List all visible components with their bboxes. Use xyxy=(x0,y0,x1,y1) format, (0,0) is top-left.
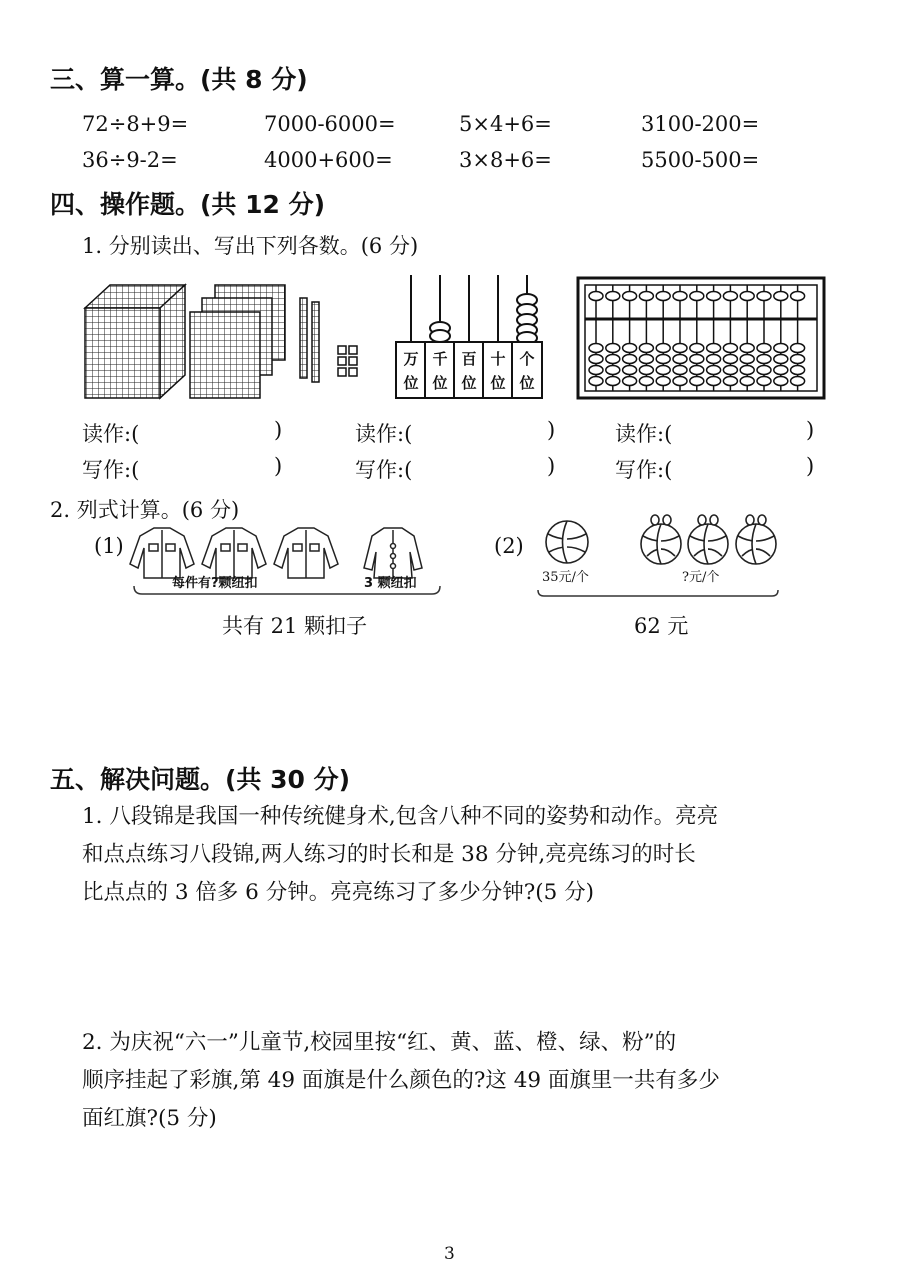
abacus-bead xyxy=(723,292,737,301)
abacus-bead xyxy=(656,366,670,375)
balls-figure xyxy=(536,512,786,602)
abacus-bead xyxy=(740,377,754,386)
svg-text:位: 位 xyxy=(490,374,506,392)
svg-text:位: 位 xyxy=(461,374,477,392)
abacus-bead xyxy=(757,344,771,353)
abacus-bead xyxy=(639,355,653,364)
abacus-bead xyxy=(690,344,704,353)
equation: 4000+600= xyxy=(264,148,393,172)
problem-2-line: 2. 为庆祝“六一”儿童节,校园里按“红、黄、蓝、橙、绿、粉”的 xyxy=(82,1030,677,1055)
abacus-bead xyxy=(774,292,788,301)
close-paren: ) xyxy=(274,454,283,478)
abacus-bead xyxy=(589,366,603,375)
close-paren: ) xyxy=(806,454,815,478)
problem-1-line: 和点点练习八段锦,两人练习的时长和是 38 分钟,亮亮练习的时长 xyxy=(82,842,696,867)
abacus-bead xyxy=(757,355,771,364)
abacus-bead xyxy=(774,355,788,364)
abacus-bead xyxy=(757,366,771,375)
equation: 5500-500= xyxy=(641,148,760,172)
section4-title: 四、操作题。(共 12 分) xyxy=(50,190,326,219)
abacus-bead xyxy=(740,344,754,353)
abacus-bead xyxy=(639,292,653,301)
abacus-bead xyxy=(690,292,704,301)
abacus-bead xyxy=(673,292,687,301)
abacus-bead xyxy=(757,292,771,301)
abacus-bead xyxy=(673,344,687,353)
jacket-label-each: 每件有?颗纽扣 xyxy=(172,576,258,591)
abacus-bead xyxy=(673,355,687,364)
svg-text:百: 百 xyxy=(461,350,477,368)
unit-cubes xyxy=(338,346,357,376)
abacus-bead xyxy=(740,366,754,375)
abacus-bead xyxy=(589,355,603,364)
equation: 7000-6000= xyxy=(264,112,396,136)
abacus-bead xyxy=(707,355,721,364)
abacus-bead xyxy=(623,344,637,353)
abacus-bead xyxy=(673,377,687,386)
write-label: 写作:( xyxy=(82,458,140,482)
abacus-bead xyxy=(740,355,754,364)
svg-text:十: 十 xyxy=(490,350,506,368)
abacus-bead xyxy=(740,292,754,301)
svg-text:位: 位 xyxy=(432,374,448,392)
abacus-figure xyxy=(576,276,826,400)
section5-title: 五、解决问题。(共 30 分) xyxy=(50,765,351,794)
equation: 5×4+6= xyxy=(459,112,552,136)
abacus-bead xyxy=(723,366,737,375)
abacus-bead xyxy=(774,377,788,386)
abacus-bead xyxy=(606,366,620,375)
abacus-bead xyxy=(774,366,788,375)
coat-icon xyxy=(364,528,422,578)
svg-text:万: 万 xyxy=(403,350,419,368)
question-1: 1. 分别读出、写出下列各数。(6 分) xyxy=(82,234,419,258)
abacus-bead xyxy=(623,292,637,301)
part-1-mark: (1) xyxy=(94,534,124,558)
problem-2-line: 面红旗?(5 分) xyxy=(82,1106,217,1131)
abacus-bead xyxy=(757,377,771,386)
read-label: 读作:( xyxy=(82,422,140,446)
volleyball-icon xyxy=(688,515,728,564)
jacket-icon xyxy=(274,528,338,578)
beads xyxy=(430,294,537,344)
abacus-bead xyxy=(639,377,653,386)
abacus-bead xyxy=(589,292,603,301)
close-paren: ) xyxy=(806,418,815,442)
equation: 3100-200= xyxy=(641,112,760,136)
abacus-bead xyxy=(606,377,620,386)
thousand-cube xyxy=(85,285,185,398)
abacus-bead xyxy=(791,344,805,353)
read-label: 读作:( xyxy=(355,422,413,446)
abacus-bead xyxy=(723,355,737,364)
jacket-icon xyxy=(130,528,194,578)
page-number: 3 xyxy=(444,1244,455,1264)
abacus-bead xyxy=(690,355,704,364)
problem-1-line: 比点点的 3 倍多 6 分钟。亮亮练习了多少分钟?(5 分) xyxy=(82,880,595,905)
abacus-bead xyxy=(623,377,637,386)
abacus-bead xyxy=(723,377,737,386)
svg-text:个: 个 xyxy=(519,350,535,368)
part-1-total: 共有 21 颗扣子 xyxy=(222,614,368,638)
abacus-bead xyxy=(707,344,721,353)
basketball-price: 35元/个 xyxy=(542,570,589,585)
abacus-bead xyxy=(707,292,721,301)
abacus-bead xyxy=(791,355,805,364)
abacus-bead xyxy=(623,366,637,375)
base-ten-blocks-figure xyxy=(80,280,370,410)
abacus-bead xyxy=(723,344,737,353)
counting-frame-figure xyxy=(394,270,554,400)
ten-rods xyxy=(300,298,319,382)
abacus-bead xyxy=(623,355,637,364)
abacus-bead xyxy=(791,292,805,301)
problem-2-line: 顺序挂起了彩旗,第 49 面旗是什么颜色的?这 49 面旗里一共有多少 xyxy=(82,1068,720,1093)
abacus-bead xyxy=(606,344,620,353)
abacus-bead xyxy=(589,377,603,386)
equation: 36÷9-2= xyxy=(82,148,178,172)
abacus-bead xyxy=(639,344,653,353)
abacus-bead xyxy=(673,366,687,375)
write-label: 写作:( xyxy=(615,458,673,482)
close-paren: ) xyxy=(547,454,556,478)
abacus-bead xyxy=(589,344,603,353)
hundred-flat xyxy=(190,285,285,398)
read-label: 读作:( xyxy=(615,422,673,446)
coat-label: 3 颗纽扣 xyxy=(364,576,417,591)
abacus-bead xyxy=(606,292,620,301)
abacus-bead xyxy=(791,366,805,375)
abacus-bead xyxy=(707,377,721,386)
svg-text:千: 千 xyxy=(432,350,448,368)
abacus-bead xyxy=(639,366,653,375)
abacus-bead xyxy=(707,366,721,375)
abacus-bead xyxy=(791,377,805,386)
abacus-bead xyxy=(606,355,620,364)
basketball-icon xyxy=(546,521,588,563)
question-2: 2. 列式计算。(6 分) xyxy=(50,498,240,522)
svg-text:位: 位 xyxy=(519,374,535,392)
jacket-icon xyxy=(202,528,266,578)
volleyball-icon xyxy=(641,515,681,564)
part-2-mark: (2) xyxy=(494,534,524,558)
abacus-bead xyxy=(656,292,670,301)
equation: 3×8+6= xyxy=(459,148,552,172)
volleyball-price: ?元/个 xyxy=(682,570,720,585)
volleyball-icon xyxy=(736,515,776,564)
abacus-bead xyxy=(656,377,670,386)
abacus-bead xyxy=(656,355,670,364)
abacus-bead xyxy=(774,344,788,353)
abacus-bead xyxy=(656,344,670,353)
part-2-total: 62 元 xyxy=(634,614,689,638)
close-paren: ) xyxy=(547,418,556,442)
svg-text:位: 位 xyxy=(403,374,419,392)
section3-title: 三、算一算。(共 8 分) xyxy=(50,65,308,94)
write-label: 写作:( xyxy=(355,458,413,482)
abacus-bead xyxy=(690,377,704,386)
abacus-bead xyxy=(690,366,704,375)
problem-1-line: 1. 八段锦是我国一种传统健身术,包含八种不同的姿势和动作。亮亮 xyxy=(82,804,719,829)
equation: 72÷8+9= xyxy=(82,112,189,136)
close-paren: ) xyxy=(274,418,283,442)
